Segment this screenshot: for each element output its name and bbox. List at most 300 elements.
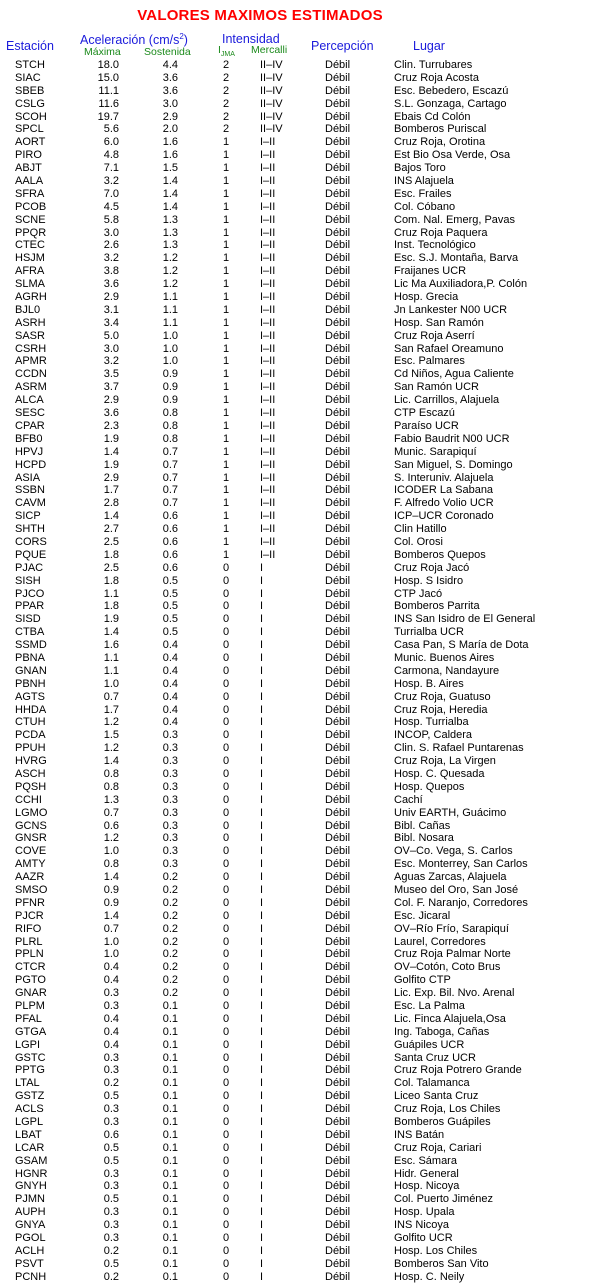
accel-max: 15.0	[97, 71, 119, 84]
accel-sostenida: 0.1	[162, 1090, 178, 1103]
intensity-jma: 0	[222, 729, 230, 742]
accel-sostenida: 3.6	[162, 71, 178, 84]
perception: Débil	[325, 123, 351, 136]
location: Bomberos Parrita	[394, 600, 480, 613]
location: Casa Pan, S María de Dota	[394, 639, 529, 652]
intensity-mercalli: I	[260, 664, 264, 677]
table-row	[0, 832, 590, 845]
intensity-mercalli: I	[260, 1193, 264, 1206]
perception: Débil	[325, 896, 351, 909]
location: Clin Hatillo	[394, 523, 447, 536]
accel-max: 0.2	[103, 1244, 119, 1257]
intensity-jma: 0	[222, 974, 230, 987]
accel-sostenida: 0.7	[162, 484, 178, 497]
perception: Débil	[325, 871, 351, 884]
table-row	[0, 626, 590, 639]
intensity-jma: 0	[222, 690, 230, 703]
accel-max: 3.6	[103, 407, 119, 420]
accel-sostenida: 0.1	[162, 1219, 178, 1232]
station-code: AGRH	[15, 291, 47, 304]
location: INS Batán	[394, 1128, 445, 1141]
accel-sostenida: 0.5	[162, 587, 178, 600]
intensity-jma: 0	[222, 1051, 230, 1064]
table-row	[0, 317, 590, 330]
station-code: CCDN	[15, 368, 47, 381]
intensity-jma: 1	[222, 239, 230, 252]
station-code: ASIA	[15, 471, 41, 484]
table-row	[0, 858, 590, 871]
station-code: LGPL	[15, 1116, 44, 1129]
station-code: SISD	[15, 613, 41, 626]
perception: Débil	[325, 1232, 351, 1245]
perception: Débil	[325, 1206, 351, 1219]
accel-sostenida: 0.7	[162, 445, 178, 458]
accel-max: 0.2	[103, 1077, 119, 1090]
intensity-jma: 0	[222, 1180, 230, 1193]
table-row	[0, 381, 590, 394]
accel-max: 6.0	[103, 136, 119, 149]
perception: Débil	[325, 445, 351, 458]
station-code: SCNE	[15, 213, 46, 226]
intensity-jma: 0	[222, 600, 230, 613]
accel-max: 1.8	[103, 548, 119, 561]
intensity-mercalli: I–II	[260, 407, 276, 420]
perception: Débil	[325, 755, 351, 768]
location: Lic. Exp. Bil. Nvo. Arenal	[394, 987, 515, 1000]
table-row	[0, 1026, 590, 1039]
table-row	[0, 948, 590, 961]
header-aceleracion	[80, 32, 188, 47]
intensity-mercalli: I–II	[260, 432, 276, 445]
accel-sostenida: 0.6	[162, 510, 178, 523]
table-row	[0, 1129, 590, 1142]
location: Golfito UCR	[394, 1232, 453, 1245]
table-row	[0, 368, 590, 381]
table-row	[0, 72, 590, 85]
station-code: LGMO	[15, 806, 48, 819]
intensity-mercalli: I	[260, 561, 264, 574]
intensity-jma: 0	[222, 626, 230, 639]
table-row	[0, 394, 590, 407]
perception: Débil	[325, 1077, 351, 1090]
table-row	[0, 794, 590, 807]
accel-max: 0.5	[103, 1193, 119, 1206]
perception: Débil	[325, 858, 351, 871]
accel-sostenida: 0.6	[162, 561, 178, 574]
intensity-jma: 0	[222, 703, 230, 716]
table-row	[0, 936, 590, 949]
location: Bomberos Puriscal	[394, 123, 487, 136]
perception: Débil	[325, 316, 351, 329]
table-row	[0, 330, 590, 343]
intensity-jma: 0	[222, 987, 230, 1000]
accel-sostenida: 0.3	[162, 742, 178, 755]
accel-max: 1.0	[103, 935, 119, 948]
table-row	[0, 291, 590, 304]
intensity-jma: 1	[222, 523, 230, 536]
accel-sostenida: 0.2	[162, 922, 178, 935]
location: OV–Co. Vega, S. Carlos	[394, 845, 513, 858]
intensity-jma: 0	[222, 1077, 230, 1090]
intensity-mercalli: II–IV	[260, 110, 283, 123]
intensity-mercalli: I–II	[260, 445, 276, 458]
station-code: LTAL	[15, 1077, 40, 1090]
intensity-mercalli: I–II	[260, 523, 276, 536]
table-row	[0, 1000, 590, 1013]
accel-max: 0.3	[103, 1064, 119, 1077]
station-code: AMTY	[15, 858, 46, 871]
location: San Miguel, S. Domingo	[394, 458, 513, 471]
intensity-mercalli: I	[260, 793, 264, 806]
page-title: VALORES MAXIMOS ESTIMADOS	[137, 7, 383, 24]
intensity-mercalli: I	[260, 574, 264, 587]
accel-sostenida: 4.4	[162, 59, 178, 71]
accel-max: 0.3	[103, 1206, 119, 1219]
accel-sostenida: 0.6	[162, 548, 178, 561]
intensity-mercalli: I	[260, 1012, 264, 1025]
location: Com. Nal. Emerg, Pavas	[394, 213, 516, 226]
table-row	[0, 136, 590, 149]
perception: Débil	[325, 987, 351, 1000]
table-row	[0, 923, 590, 936]
accel-sostenida: 0.5	[162, 600, 178, 613]
location: OV–Cotón, Coto Brus	[394, 961, 501, 974]
intensity-mercalli: I	[260, 871, 264, 884]
perception: Débil	[325, 600, 351, 613]
intensity-mercalli: I	[260, 1064, 264, 1077]
header-jma	[218, 44, 235, 58]
accel-max: 1.4	[103, 909, 119, 922]
intensity-jma: 1	[222, 394, 230, 407]
header-aceleracion-exp: 2	[179, 32, 184, 41]
accel-max: 1.2	[103, 832, 119, 845]
table-row	[0, 820, 590, 833]
intensity-jma: 1	[222, 535, 230, 548]
intensity-jma: 2	[222, 71, 230, 84]
intensity-jma: 0	[222, 961, 230, 974]
intensity-mercalli: I	[260, 1000, 264, 1013]
intensity-mercalli: I	[260, 1232, 264, 1245]
location: Fabio Baudrit N00 UCR	[394, 432, 510, 445]
location: CTP Escazú	[394, 407, 455, 420]
table-row	[0, 704, 590, 717]
table-row	[0, 1077, 590, 1090]
perception: Débil	[325, 187, 351, 200]
perception: Débil	[325, 651, 351, 664]
intensity-jma: 0	[222, 716, 230, 729]
location: Munic. Buenos Aires	[394, 651, 495, 664]
location: Cruz Roja Aserrí	[394, 329, 475, 342]
station-code: GCNS	[15, 819, 47, 832]
table-row	[0, 897, 590, 910]
location: Col. Puerto Jiménez	[394, 1193, 494, 1206]
table-row	[0, 1168, 590, 1181]
accel-max: 0.4	[103, 1012, 119, 1025]
perception: Débil	[325, 1128, 351, 1141]
accel-max: 5.8	[103, 213, 119, 226]
accel-sostenida: 0.2	[162, 961, 178, 974]
accel-max: 1.2	[103, 742, 119, 755]
perception: Débil	[325, 278, 351, 291]
perception: Débil	[325, 1012, 351, 1025]
location: F. Alfredo Volio UCR	[394, 497, 494, 510]
location: Munic. Sarapiquí	[394, 445, 477, 458]
accel-max: 7.1	[103, 162, 119, 175]
intensity-mercalli: I–II	[260, 368, 276, 381]
station-code: SBEB	[15, 84, 45, 97]
intensity-jma: 2	[222, 110, 230, 123]
station-code: GNAR	[15, 987, 47, 1000]
table-row	[0, 407, 590, 420]
accel-sostenida: 0.4	[162, 703, 178, 716]
location: Hosp. Upala	[394, 1206, 455, 1219]
location: Cruz Roja Palmar Norte	[394, 948, 511, 961]
intensity-jma: 0	[222, 1244, 230, 1257]
accel-max: 2.7	[103, 523, 119, 536]
location: Liceo Santa Cruz	[394, 1090, 479, 1103]
location: Esc. Frailes	[394, 187, 452, 200]
table-row	[0, 497, 590, 510]
station-code: PCOB	[15, 200, 47, 213]
accel-max: 1.8	[103, 600, 119, 613]
location: Guápiles UCR	[394, 1038, 465, 1051]
intensity-mercalli: I–II	[260, 149, 276, 162]
perception: Débil	[325, 587, 351, 600]
station-code: SESC	[15, 407, 45, 420]
accel-max: 0.3	[103, 987, 119, 1000]
accel-max: 3.0	[103, 226, 119, 239]
perception: Débil	[325, 510, 351, 523]
location: Fraijanes UCR	[394, 265, 467, 278]
intensity-mercalli: I–II	[260, 471, 276, 484]
location: Hosp. San Ramón	[394, 316, 484, 329]
perception: Débil	[325, 742, 351, 755]
accel-max: 11.6	[98, 97, 119, 110]
accel-sostenida: 0.7	[162, 497, 178, 510]
accel-sostenida: 0.2	[162, 974, 178, 987]
location: Laurel, Corredores	[394, 935, 486, 948]
accel-max: 0.3	[103, 1167, 119, 1180]
station-code: PJAC	[15, 561, 44, 574]
intensity-jma: 1	[222, 226, 230, 239]
location: INCOP, Caldera	[394, 729, 473, 742]
intensity-jma: 0	[222, 1219, 230, 1232]
station-code: PBNA	[15, 651, 45, 664]
perception: Débil	[325, 703, 351, 716]
accel-sostenida: 0.6	[162, 535, 178, 548]
perception: Débil	[325, 407, 351, 420]
station-code: GNYH	[15, 1180, 47, 1193]
accel-max: 3.6	[103, 278, 119, 291]
station-code: BJL0	[15, 303, 41, 316]
accel-sostenida: 0.1	[162, 1077, 178, 1090]
station-code: PFNR	[15, 896, 45, 909]
intensity-jma: 1	[222, 187, 230, 200]
station-code: ABJT	[15, 162, 42, 175]
location: Hosp. C. Neily	[394, 1270, 465, 1283]
station-code: SIAC	[15, 71, 41, 84]
perception: Débil	[325, 793, 351, 806]
station-code: CCHI	[15, 793, 42, 806]
intensity-mercalli: I	[260, 948, 264, 961]
station-code: SISH	[15, 574, 41, 587]
station-code: CTEC	[15, 239, 45, 252]
location: Bibl. Nosara	[394, 832, 454, 845]
location: Col. Talamanca	[394, 1077, 470, 1090]
accel-sostenida: 1.1	[162, 316, 178, 329]
intensity-mercalli: II–IV	[260, 97, 283, 110]
perception: Débil	[325, 252, 351, 265]
header-jma-sub: JMA	[220, 51, 235, 59]
accel-sostenida: 0.2	[162, 935, 178, 948]
table-row	[0, 278, 590, 291]
location: Est Bio Osa Verde, Osa	[394, 149, 511, 162]
intensity-mercalli: I–II	[260, 535, 276, 548]
accel-sostenida: 0.1	[162, 1128, 178, 1141]
location: Bomberos Quepos	[394, 548, 486, 561]
station-code: ACLS	[15, 1103, 44, 1116]
perception: Débil	[325, 471, 351, 484]
accel-max: 4.5	[103, 200, 119, 213]
accel-max: 5.0	[103, 329, 119, 342]
perception: Débil	[325, 1038, 351, 1051]
station-code: HGNR	[15, 1167, 48, 1180]
perception: Débil	[325, 1244, 351, 1257]
intensity-jma: 2	[222, 123, 230, 136]
accel-sostenida: 1.3	[162, 213, 178, 226]
intensity-mercalli: I	[260, 1141, 264, 1154]
station-code: AAZR	[15, 871, 45, 884]
station-code: SPCL	[15, 123, 44, 136]
accel-sostenida: 0.3	[162, 767, 178, 780]
location: Cd Niños, Agua Caliente	[394, 368, 514, 381]
intensity-mercalli: I	[260, 1025, 264, 1038]
accel-sostenida: 0.3	[162, 780, 178, 793]
accel-sostenida: 0.1	[162, 1103, 178, 1116]
station-code: SHTH	[15, 523, 45, 536]
table-row	[0, 549, 590, 562]
accel-sostenida: 0.6	[162, 523, 178, 536]
location: Hosp. Los Chiles	[394, 1244, 478, 1257]
location: INS Nicoya	[394, 1219, 450, 1232]
intensity-mercalli: I–II	[260, 213, 276, 226]
station-code: PJMN	[15, 1193, 45, 1206]
location: Cruz Roja Acosta	[394, 71, 479, 84]
header-sostenida: Sostenida	[144, 46, 191, 58]
station-code: AORT	[15, 136, 46, 149]
accel-max: 0.4	[103, 1025, 119, 1038]
location: Esc. Sámara	[394, 1154, 457, 1167]
location: Turrialba UCR	[394, 626, 464, 639]
perception: Débil	[325, 149, 351, 162]
intensity-mercalli: I	[260, 639, 264, 652]
perception: Débil	[325, 1154, 351, 1167]
location: Clin. S. Rafael Puntarenas	[394, 742, 524, 755]
intensity-jma: 1	[222, 471, 230, 484]
intensity-jma: 0	[222, 1000, 230, 1013]
accel-sostenida: 0.5	[162, 626, 178, 639]
perception: Débil	[325, 226, 351, 239]
perception: Débil	[325, 884, 351, 896]
location: Cruz Roja, Guatuso	[394, 690, 491, 703]
station-code: SCOH	[15, 110, 47, 123]
intensity-mercalli: I	[260, 858, 264, 871]
accel-max: 1.5	[103, 729, 119, 742]
accel-sostenida: 1.4	[162, 175, 178, 188]
intensity-mercalli: I–II	[260, 394, 276, 407]
perception: Débil	[325, 213, 351, 226]
accel-sostenida: 1.4	[162, 200, 178, 213]
accel-sostenida: 0.4	[162, 677, 178, 690]
location: Col. Cóbano	[394, 200, 456, 213]
location: San Ramón UCR	[394, 381, 479, 394]
accel-sostenida: 0.1	[162, 1000, 178, 1013]
location: Hosp. B. Aires	[394, 677, 464, 690]
station-code: SLMA	[15, 278, 45, 291]
accel-max: 1.1	[103, 664, 119, 677]
accel-sostenida: 2.9	[162, 110, 178, 123]
table-row	[0, 1245, 590, 1258]
header-aceleracion-suffix: )	[183, 33, 188, 48]
intensity-jma: 0	[222, 1090, 230, 1103]
perception: Débil	[325, 922, 351, 935]
intensity-mercalli: II–IV	[260, 59, 283, 71]
table-row	[0, 1258, 590, 1271]
perception: Débil	[325, 767, 351, 780]
accel-max: 0.3	[103, 1180, 119, 1193]
accel-max: 0.3	[103, 1051, 119, 1064]
perception: Débil	[325, 342, 351, 355]
station-code: ASRH	[15, 316, 46, 329]
accel-sostenida: 0.1	[162, 1051, 178, 1064]
location: Hosp. S Isidro	[394, 574, 464, 587]
location: S.L. Gonzaga, Cartago	[394, 97, 507, 110]
intensity-mercalli: I–II	[260, 355, 276, 368]
intensity-jma: 1	[222, 149, 230, 162]
intensity-mercalli: I	[260, 651, 264, 664]
location: S. Interuniv. Alajuela	[394, 471, 494, 484]
accel-max: 3.0	[103, 342, 119, 355]
perception: Débil	[325, 1257, 351, 1270]
location: Esc. La Palma	[394, 1000, 465, 1013]
intensity-jma: 0	[222, 793, 230, 806]
accel-sostenida: 0.1	[162, 1012, 178, 1025]
table-row	[0, 523, 590, 536]
perception: Débil	[325, 329, 351, 342]
intensity-mercalli: I–II	[260, 175, 276, 188]
perception: Débil	[325, 484, 351, 497]
accel-max: 3.5	[103, 368, 119, 381]
accel-sostenida: 0.4	[162, 664, 178, 677]
perception: Débil	[325, 394, 351, 407]
location: Cachí	[394, 793, 423, 806]
accel-max: 1.7	[103, 484, 119, 497]
intensity-jma: 0	[222, 780, 230, 793]
station-code: GTGA	[15, 1025, 47, 1038]
accel-max: 3.1	[103, 303, 119, 316]
perception: Débil	[325, 613, 351, 626]
intensity-mercalli: I	[260, 690, 264, 703]
perception: Débil	[325, 574, 351, 587]
table-row	[0, 149, 590, 162]
intensity-mercalli: I	[260, 587, 264, 600]
intensity-jma: 0	[222, 871, 230, 884]
station-code: SASR	[15, 329, 45, 342]
table-row	[0, 678, 590, 691]
intensity-jma: 1	[222, 497, 230, 510]
intensity-jma: 0	[222, 767, 230, 780]
table-row	[0, 239, 590, 252]
